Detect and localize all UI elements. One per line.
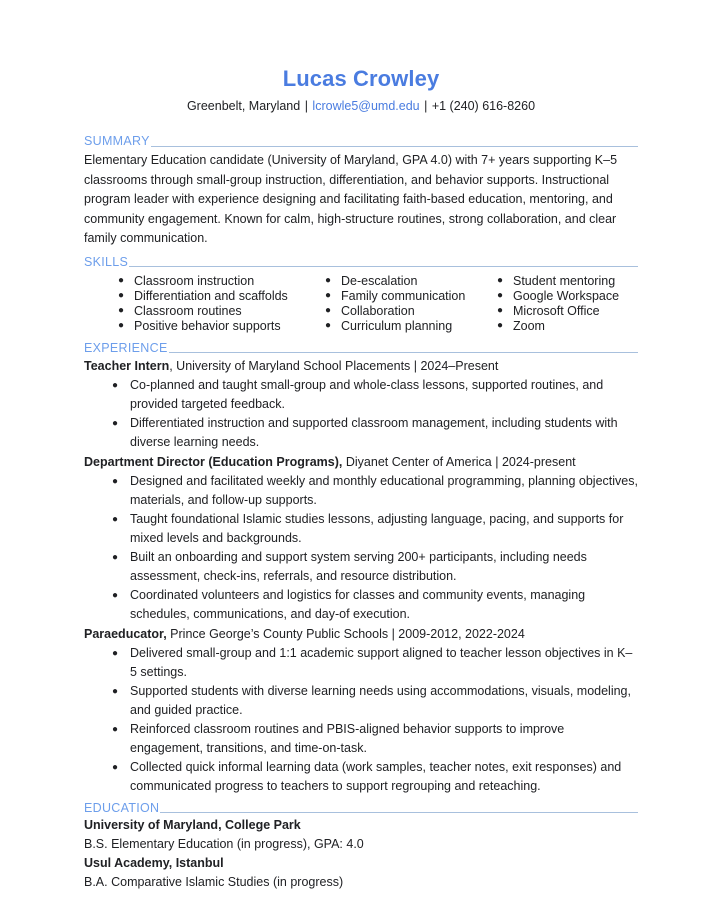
job-bullet-text: Coordinated volunteers and logistics for classes and community events, managing schedules, communications, and day-of execution. (130, 587, 586, 621)
section-rule (151, 146, 638, 147)
job-bullet-text: Co-planned and taught small-group and whole-class lessons, supported routines, and provided targeted feedback. (130, 377, 604, 411)
job-bullets (84, 472, 638, 624)
skill-label: Family communication (341, 288, 466, 303)
job-bullet-text: Delivered small-group and 1:1 academic support aligned to teacher lesson objectives in K–5 settings. (130, 645, 633, 679)
education-entry (84, 816, 638, 854)
skills-grid (84, 274, 638, 334)
skills-column (497, 274, 638, 334)
skills-heading-label: SKILLS (84, 254, 129, 269)
skill-label: Classroom routines (134, 303, 242, 318)
skill-label: Microsoft Office (513, 303, 600, 318)
bullet-dot-icon: ● (112, 685, 119, 697)
experience-heading-label: EXPERIENCE (84, 340, 168, 355)
skill-item (118, 319, 325, 334)
contact-email-link[interactable]: lcrowle5@umd.edu (312, 99, 420, 113)
skill-label: Collaboration (341, 303, 415, 318)
job-title: Teacher Intern (84, 358, 170, 373)
job-bullet-text: Reinforced classroom routines and PBIS-aligned behavior supports to improve engagement, transitions, and time-on-task. (130, 721, 565, 755)
job-bullet (84, 586, 638, 624)
bullet-dot-icon: ● (497, 319, 504, 331)
bullet-dot-icon: ● (112, 647, 119, 659)
skill-label: Curriculum planning (341, 318, 453, 333)
skill-label: De-escalation (341, 273, 418, 288)
contact-separator-2: | (420, 99, 431, 113)
skill-item (118, 289, 325, 304)
education-school: Usul Academy, Istanbul (84, 855, 224, 870)
skill-label: Differentiation and scaffolds (134, 288, 288, 303)
experience-entry (84, 357, 638, 452)
experience-section (84, 340, 638, 796)
job-heading (84, 357, 638, 376)
bullet-dot-icon: ● (325, 274, 332, 286)
job-bullet (84, 472, 638, 510)
job-bullet (84, 758, 638, 796)
job-bullet-text: Differentiated instruction and supported classroom management, including students with diverse learning needs. (130, 415, 618, 449)
bullet-dot-icon: ● (112, 551, 119, 563)
job-bullets (84, 644, 638, 796)
job-meta: Diyanet Center of America | 2024-present (342, 454, 576, 469)
job-heading (84, 625, 638, 644)
bullet-dot-icon: ● (118, 289, 125, 301)
skill-label: Zoom (513, 318, 545, 333)
education-section-heading (84, 800, 638, 816)
bullet-dot-icon: ● (112, 417, 119, 429)
job-bullet (84, 510, 638, 548)
bullet-dot-icon: ● (112, 475, 119, 487)
experience-entry (84, 453, 638, 624)
summary-heading-label: SUMMARY (84, 134, 150, 148)
bullet-dot-icon: ● (118, 319, 125, 331)
skill-item (497, 319, 638, 334)
skills-section-heading (84, 254, 638, 270)
job-bullet (84, 720, 638, 758)
skills-column (118, 274, 325, 334)
job-bullet-text: Taught foundational Islamic studies lessons, adjusting language, pacing, and supports for mixed levels and backgrounds. (130, 511, 624, 545)
skill-item (497, 289, 638, 304)
job-bullet-text: Designed and facilitated weekly and monthly educational programming, planning objectives, materials, and follow-up supports. (130, 473, 638, 507)
skill-item (325, 304, 497, 319)
job-bullet-text: Collected quick informal learning data (work samples, teacher notes, exit responses) and communicated progress to teachers to support regrouping and reteaching. (130, 759, 622, 793)
summary-section (84, 133, 638, 249)
skill-label: Positive behavior supports (134, 318, 281, 333)
section-rule (169, 352, 638, 353)
skill-item (497, 304, 638, 319)
bullet-dot-icon: ● (112, 761, 119, 773)
bullet-dot-icon: ● (118, 304, 125, 316)
education-degree: B.S. Elementary Education (in progress), GPA: 4.0 (84, 836, 364, 851)
contact-location: Greenbelt, Maryland (186, 99, 301, 113)
skill-label: Classroom instruction (134, 273, 255, 288)
skill-item (118, 274, 325, 289)
contact-phone: +1 (240) 616-8260 (431, 99, 536, 113)
education-section (84, 800, 638, 892)
summary-section-heading (84, 133, 638, 149)
skill-label: Google Workspace (513, 288, 620, 303)
bullet-dot-icon: ● (325, 304, 332, 316)
skill-item (325, 274, 497, 289)
education-heading-label: EDUCATION (84, 800, 160, 815)
job-title: Paraeducator, (84, 626, 167, 641)
job-bullet (84, 682, 638, 720)
bullet-dot-icon: ● (497, 304, 504, 316)
skills-column (325, 274, 497, 334)
experience-entry (84, 625, 638, 796)
job-bullets (84, 376, 638, 452)
job-heading (84, 453, 638, 472)
skill-item (325, 319, 497, 334)
job-bullet (84, 644, 638, 682)
education-entry (84, 854, 638, 892)
bullet-dot-icon: ● (497, 274, 504, 286)
experience-section-heading (84, 340, 638, 356)
section-rule (160, 812, 638, 813)
resume-header (84, 0, 638, 115)
skill-item (497, 274, 638, 289)
education-school: University of Maryland, College Park (84, 817, 301, 832)
bullet-dot-icon: ● (325, 289, 332, 301)
job-bullet-text: Built an onboarding and support system serving 200+ participants, including needs assessment, check-ins, referrals, and resource distribution. (130, 549, 587, 583)
bullet-dot-icon: ● (497, 289, 504, 301)
skill-label: Student mentoring (513, 273, 616, 288)
section-rule (129, 266, 638, 267)
job-bullet (84, 376, 638, 414)
bullet-dot-icon: ● (118, 274, 125, 286)
job-bullet-text: Supported students with diverse learning needs using accommodations, visuals, modeling, and guided practice. (130, 683, 631, 717)
job-meta: , University of Maryland School Placements | 2024–Present (169, 358, 499, 373)
job-bullet (84, 414, 638, 452)
skill-item (118, 304, 325, 319)
skill-item (325, 289, 497, 304)
bullet-dot-icon: ● (112, 589, 119, 601)
candidate-name: Lucas Crowley (282, 66, 440, 91)
summary-text: Elementary Education candidate (University of Maryland, GPA 4.0) with 7+ years supporting K–5 classrooms through small-group instruction, differentiation, and behavior supports. Instructional program leader with experience designing and facilitating faith-based education, mentoring, and community engagement. Known for calm, high-structure routines, strong collaboration, and clear family communication. (84, 153, 618, 245)
bullet-dot-icon: ● (112, 723, 119, 735)
education-degree: B.A. Comparative Islamic Studies (in progress) (84, 874, 344, 889)
job-title: Department Director (Education Programs), (84, 454, 343, 469)
bullet-dot-icon: ● (112, 379, 119, 391)
job-bullet (84, 548, 638, 586)
bullet-dot-icon: ● (112, 513, 119, 525)
skills-section (84, 254, 638, 334)
bullet-dot-icon: ● (325, 319, 332, 331)
contact-separator-1: | (301, 99, 312, 113)
contact-line (84, 98, 638, 115)
job-meta: Prince George’s County Public Schools | 2009-2012, 2022-2024 (166, 626, 525, 641)
